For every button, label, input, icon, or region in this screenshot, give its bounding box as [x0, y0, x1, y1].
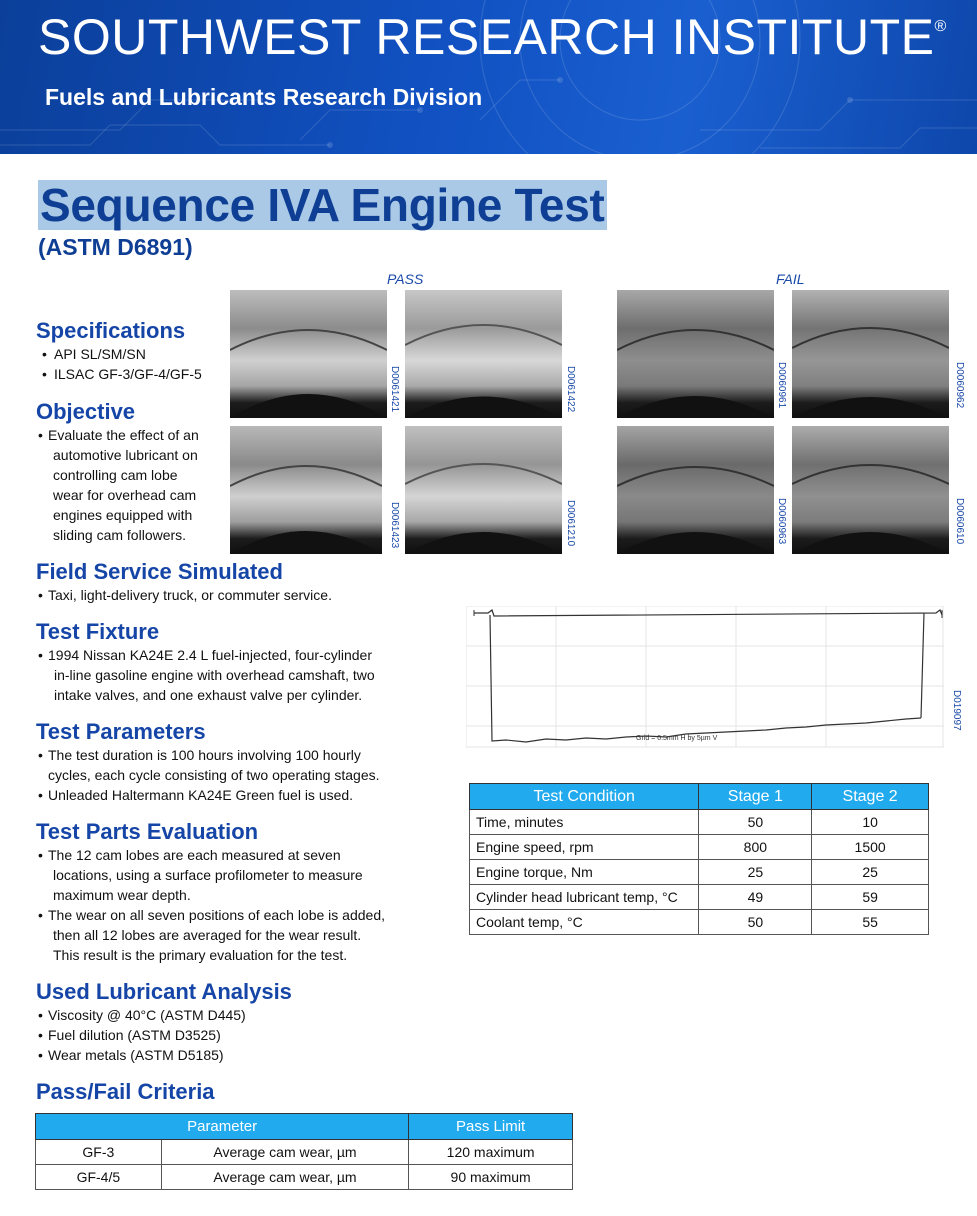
fail-label: FAIL	[776, 271, 805, 287]
table-row	[36, 1165, 573, 1190]
cam-lobe-photo-fail-3	[617, 426, 774, 554]
field-service-section	[36, 559, 332, 605]
table-cell: 25	[699, 860, 812, 885]
table-header-cell: Pass Limit	[409, 1114, 573, 1140]
page-title: Sequence IVA Engine Test	[40, 179, 605, 231]
objective-heading: Objective	[36, 399, 136, 424]
parameters-line: • The test duration is 100 hours involving 100 hourly	[48, 747, 361, 763]
evaluation-line: • The wear on all seven positions of each lobe is added,	[48, 907, 385, 923]
evaluation-line: maximum wear depth.	[53, 887, 191, 903]
test-fixture-text	[36, 645, 375, 705]
table-cell: 10	[812, 810, 929, 835]
fixture-line: in-line gasoline engine with overhead camshaft, two	[54, 667, 375, 683]
lubricant-item: • Wear metals (ASTM D5185)	[36, 1045, 292, 1065]
objective-line: automotive lubricant on	[53, 447, 198, 463]
cam-lobe-photo-pass-2	[405, 290, 562, 418]
spec-item: • ILSAC GF-3/GF-4/GF-5	[36, 364, 202, 384]
field-service-item: • Taxi, light-delivery truck, or commuter service.	[36, 585, 332, 605]
photo-id-fail-1: D0060961	[776, 362, 787, 409]
evaluation-line: locations, using a surface profilometer to measure	[53, 867, 363, 883]
title-highlight	[38, 180, 607, 230]
table-row	[470, 835, 929, 860]
cam-lobe-photo-pass-4	[405, 426, 562, 554]
parts-evaluation-section	[36, 819, 385, 965]
evaluation-item-2	[36, 905, 385, 965]
division-name: Fuels and Lubricants Research Division	[45, 84, 483, 110]
table-header-cell: Test Condition	[470, 784, 699, 810]
profilometer-trace	[466, 606, 944, 748]
photo-id-fail-4: D0060610	[954, 498, 965, 545]
test-parameters-section	[36, 719, 380, 805]
trace-id: D019097	[951, 690, 962, 731]
objective-line: sliding cam followers.	[53, 527, 187, 543]
table-cell: 50	[699, 810, 812, 835]
table-cell: Average cam wear, µm	[161, 1165, 408, 1190]
cam-lobe-photo-fail-4	[792, 426, 949, 554]
fixture-line: intake valves, and one exhaust valve per cylinder.	[54, 687, 363, 703]
objective-section	[36, 399, 199, 545]
lubricant-item: • Viscosity @ 40°C (ASTM D445)	[36, 1005, 292, 1025]
evaluation-line: This result is the primary evaluation for the test.	[53, 947, 348, 963]
evaluation-line: • The 12 cam lobes are each measured at seven	[48, 847, 341, 863]
table-cell: Engine speed, rpm	[470, 835, 699, 860]
used-lubricant-section	[36, 979, 292, 1065]
spec-item: • API SL/SM/SN	[36, 344, 202, 364]
parameters-item-2: • Unleaded Haltermann KA24E Green fuel is used.	[36, 785, 380, 805]
table-row	[470, 910, 929, 935]
table-header-cell: Stage 1	[699, 784, 812, 810]
cam-lobe-photo-fail-2	[792, 290, 949, 418]
specifications-heading: Specifications	[36, 318, 186, 343]
fixture-line: • 1994 Nissan KA24E 2.4 L fuel-injected, four-cylinder	[48, 647, 372, 663]
table-cell: 49	[699, 885, 812, 910]
table-cell: Coolant temp, °C	[470, 910, 699, 935]
pass-fail-heading: Pass/Fail Criteria	[36, 1079, 215, 1104]
table-cell: Cylinder head lubricant temp, °C	[470, 885, 699, 910]
photo-id-pass-2: D0061422	[565, 366, 576, 413]
photo-id-pass-3: D0061423	[389, 502, 400, 549]
table-cell: 59	[812, 885, 929, 910]
test-parameters-heading: Test Parameters	[36, 719, 206, 744]
table-header-cell: Parameter	[36, 1114, 409, 1140]
table-cell: 800	[699, 835, 812, 860]
profilometer-trace-graphic	[466, 606, 944, 748]
parameters-item-1	[36, 745, 380, 785]
objective-line: controlling cam lobe	[53, 467, 178, 483]
table-row	[470, 860, 929, 885]
table-cell: GF-4/5	[36, 1165, 162, 1190]
specifications-section	[36, 318, 202, 384]
registered-mark: ®	[934, 18, 947, 35]
pass-fail-criteria-table	[35, 1113, 573, 1190]
table-header-row	[36, 1114, 573, 1140]
table-row	[470, 885, 929, 910]
table-cell: 120 maximum	[409, 1140, 573, 1165]
table-cell: Engine torque, Nm	[470, 860, 699, 885]
organization-name	[38, 8, 947, 66]
objective-text	[36, 425, 199, 545]
table-cell: 55	[812, 910, 929, 935]
organization-text: SOUTHWEST RESEARCH INSTITUTE	[38, 9, 935, 65]
table-cell: 50	[699, 910, 812, 935]
photo-id-pass-4: D0061210	[565, 500, 576, 547]
evaluation-line: then all 12 lobes are averaged for the wear result.	[53, 927, 362, 943]
table-header-row	[470, 784, 929, 810]
evaluation-item-1	[36, 845, 385, 905]
cam-lobe-photo-pass-1	[230, 290, 387, 418]
table-cell: 25	[812, 860, 929, 885]
parameters-line: cycles, each cycle consisting of two operating stages.	[48, 767, 380, 783]
pass-fail-section	[36, 1079, 215, 1105]
field-service-heading: Field Service Simulated	[36, 559, 283, 584]
table-cell: 90 maximum	[409, 1165, 573, 1190]
header-banner	[0, 0, 977, 154]
page-subtitle: (ASTM D6891)	[38, 234, 193, 260]
test-fixture-heading: Test Fixture	[36, 619, 160, 644]
test-conditions-table	[469, 783, 929, 935]
test-fixture-section	[36, 619, 375, 705]
table-cell: Average cam wear, µm	[161, 1140, 408, 1165]
lubricant-item: • Fuel dilution (ASTM D3525)	[36, 1025, 292, 1045]
cam-lobe-photo-pass-3	[230, 426, 382, 554]
table-cell: 1500	[812, 835, 929, 860]
table-row	[36, 1140, 573, 1165]
objective-line: engines equipped with	[53, 507, 193, 523]
table-cell: Time, minutes	[470, 810, 699, 835]
table-row	[470, 810, 929, 835]
used-lubricant-heading: Used Lubricant Analysis	[36, 979, 292, 1004]
cam-lobe-photo-fail-1	[617, 290, 774, 418]
objective-line: wear for overhead cam	[53, 487, 197, 503]
objective-line: • Evaluate the effect of an	[48, 427, 199, 443]
photo-id-fail-3: D0060963	[776, 498, 787, 545]
parts-evaluation-heading: Test Parts Evaluation	[36, 819, 259, 844]
table-header-cell: Stage 2	[812, 784, 929, 810]
photo-id-fail-2: D0060962	[954, 362, 965, 409]
table-cell: GF-3	[36, 1140, 162, 1165]
photo-id-pass-1: D0061421	[389, 366, 400, 413]
pass-label: PASS	[387, 271, 424, 287]
trace-caption: Grid = 0.5mm H by 5µm V	[636, 735, 718, 742]
